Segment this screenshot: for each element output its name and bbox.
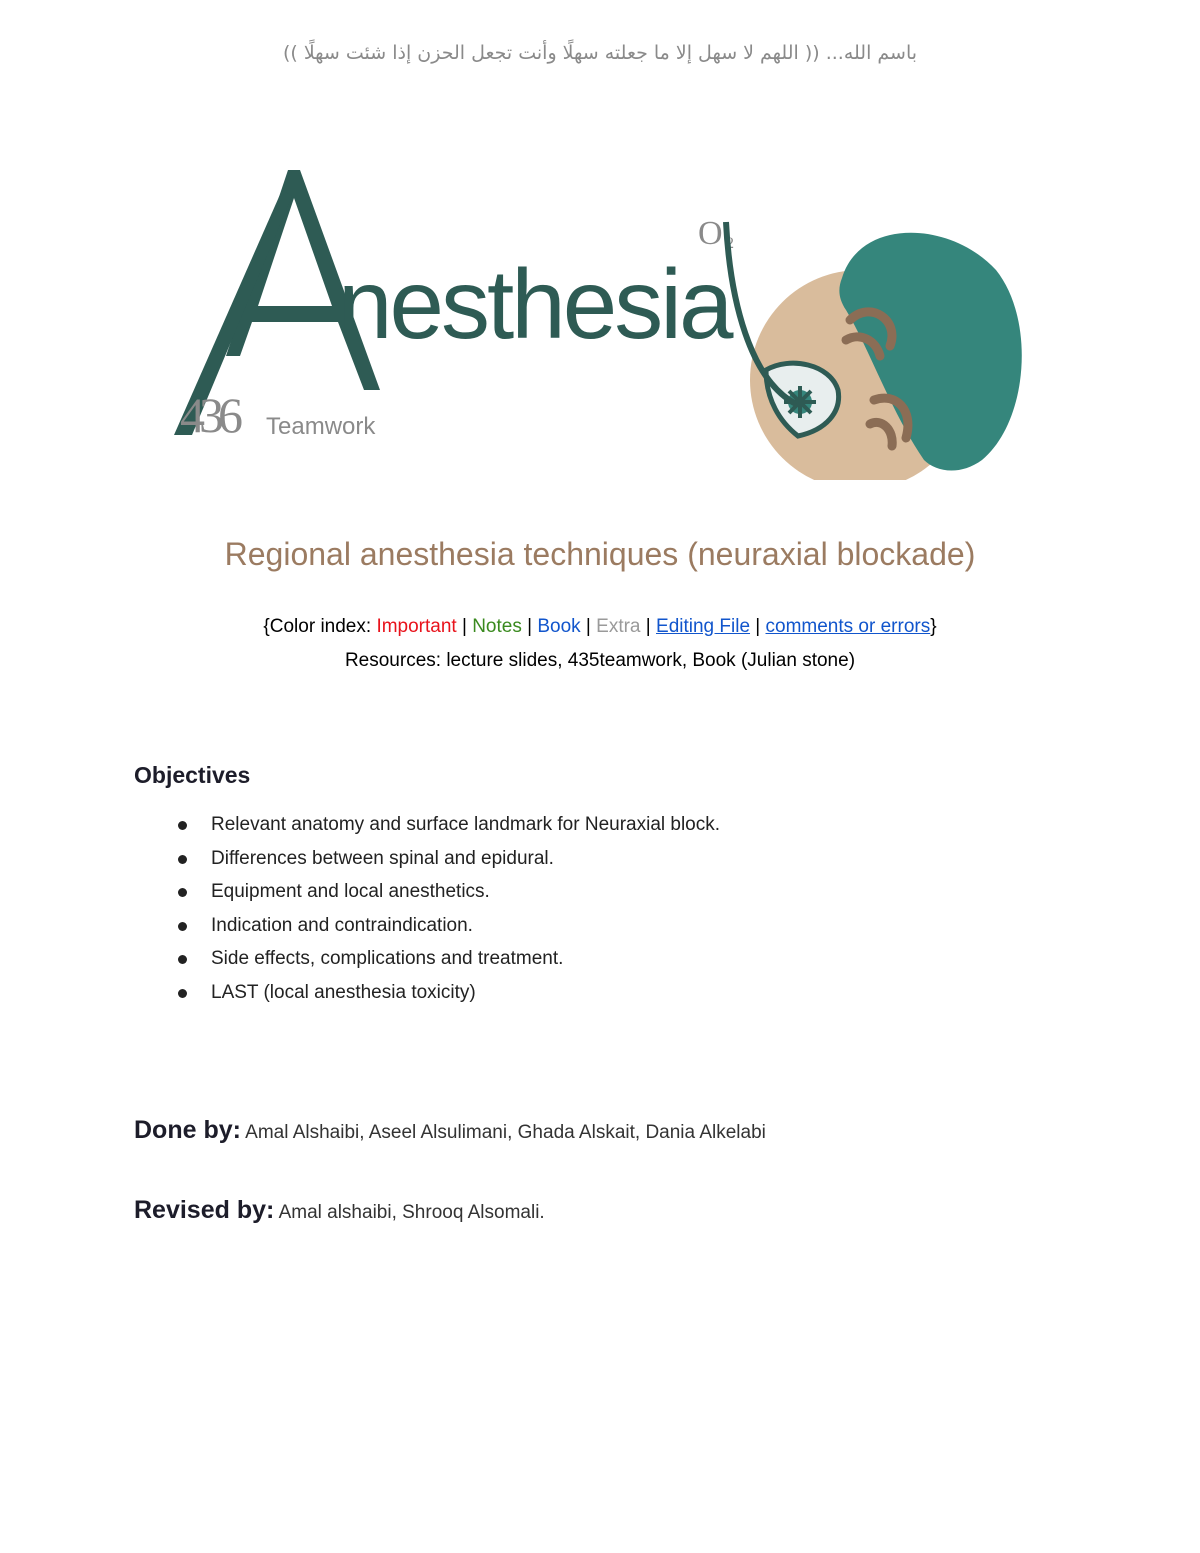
color-index: {Color index: Important | Notes | Book | Extra | Editing File | comments or errors} (263, 616, 937, 637)
editing-file-link[interactable]: Editing File (656, 616, 751, 637)
color-index-book: Book (537, 616, 581, 637)
bullet-icon (178, 922, 187, 931)
revised-by-names: Amal alshaibi, Shrooq Alsomali. (274, 1202, 545, 1223)
logo-o2: O (698, 215, 723, 252)
objective-item: Equipment and local anesthetics. (178, 877, 720, 911)
bullet-icon (178, 888, 187, 897)
objective-item: Indication and contraindication. (178, 911, 720, 945)
comments-link[interactable]: comments or errors (765, 616, 931, 637)
logo-team-label: Teamwork (266, 413, 376, 440)
color-index-prefix: {Color index: (263, 616, 377, 637)
objectives-heading: Objectives (134, 762, 251, 788)
color-index-important: Important (376, 616, 457, 637)
bullet-icon (178, 821, 187, 830)
anesthesia-logo (170, 160, 1030, 480)
color-index-extra: Extra (596, 616, 641, 637)
revised-by-label: Revised by: (134, 1196, 275, 1224)
bullet-icon (178, 989, 187, 998)
resources-line: Resources: lecture slides, 435teamwork, Book (Julian stone) (344, 650, 856, 671)
done-by-names: Amal Alshaibi, Aseel Alsulimani, Ghada Alskait, Dania Alkelabi (240, 1122, 766, 1143)
done-by (134, 1116, 766, 1145)
page-title: Regional anesthesia techniques (neuraxial blockade) (224, 536, 976, 572)
arabic-header: باسم الله... (( اللهم لا سهل إلا ما جعلته سهلًا وأنت تجعل الحزن إذا شئت سهلًا )) (282, 42, 918, 64)
logo-o2-sub: 2 (726, 235, 734, 252)
color-index-suffix: } (930, 616, 937, 637)
done-by-label: Done by: (134, 1116, 241, 1144)
objective-item: Differences between spinal and epidural. (178, 844, 720, 878)
objective-item: Side effects, complications and treatment. (178, 944, 720, 978)
bullet-icon (178, 855, 187, 864)
logo-word: nesthesia (338, 249, 731, 359)
objective-item: Relevant anatomy and surface landmark for Neuraxial block. (178, 810, 720, 844)
objective-item: LAST (local anesthesia toxicity) (178, 978, 720, 1012)
bullet-icon (178, 955, 187, 964)
objectives-list (178, 810, 720, 1012)
color-index-notes: Notes (472, 616, 522, 637)
revised-by (134, 1196, 545, 1225)
logo-team-number: 436 (180, 387, 237, 443)
